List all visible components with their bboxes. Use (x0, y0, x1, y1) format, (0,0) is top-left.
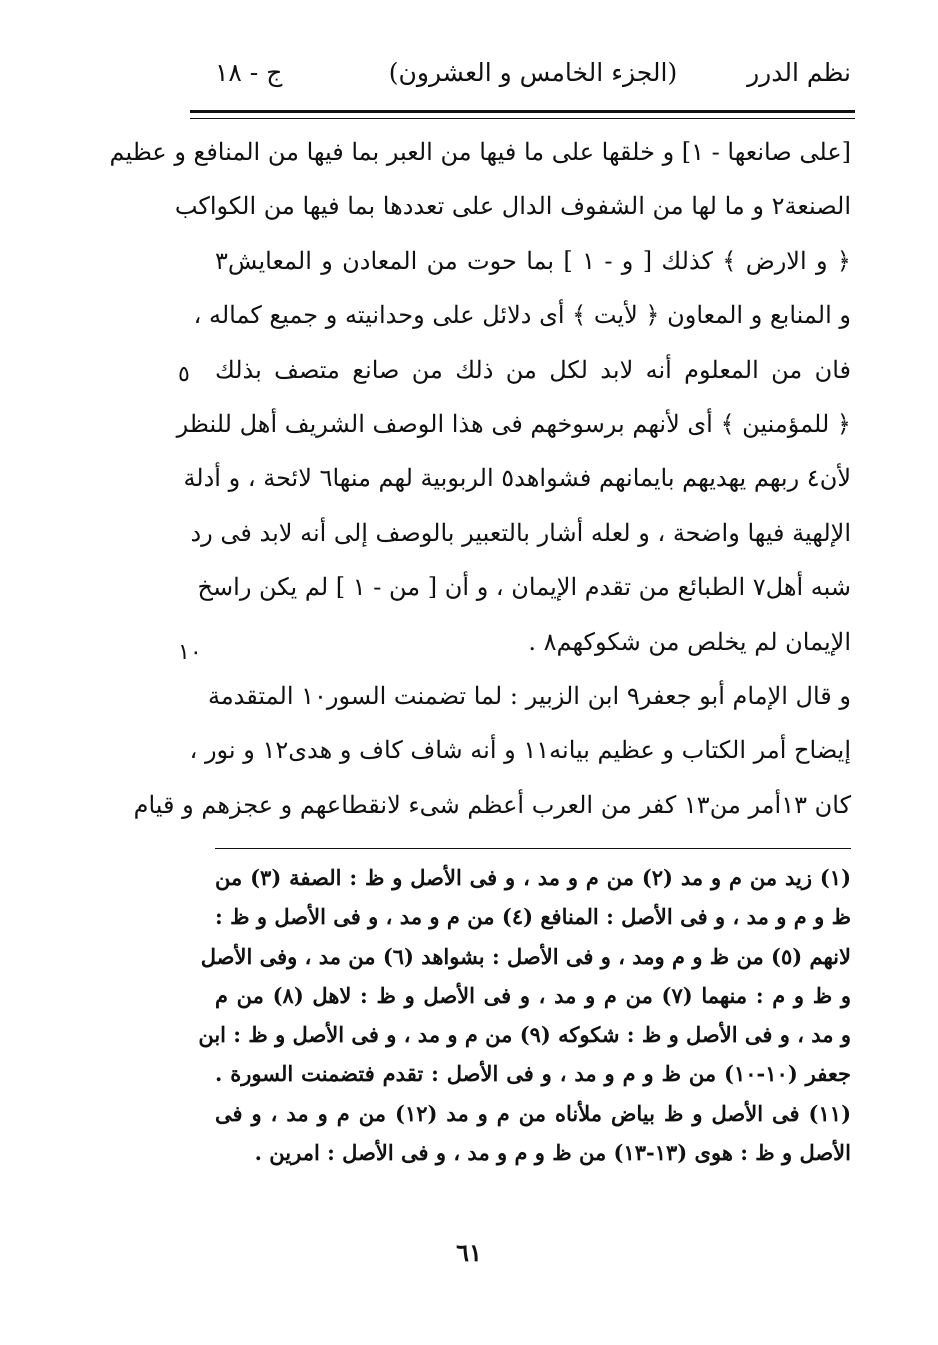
text-line: شبه أهل٧ الطبائع من تقدم الإيمان ، و أن [ من - ١ ] لم يكن راسخ (197, 573, 851, 602)
footnote-rule (215, 848, 851, 849)
text-line: و قال الإمام أبو جعفر٩ ابن الزبير : لما تضمنت السور١٠ المتقدمة (207, 681, 851, 710)
text-line: فان من المعلوم أنه لابد لكل من ذلك من صانع متصف بذلك (215, 355, 851, 384)
footnote-line: ظ و م و مد ، و فى الأصل : المنافع (٤) من م و مد ، و فى الأصل و ظ : (215, 904, 851, 930)
text-line: لأن٤ ربهم يهديهم بايمانهم فشواهد٥ الربوبية لهم منها٦ لائحة ، و أدلة (183, 464, 851, 493)
footnote-line: جعفر (١٠-١٠) من ظ و م و مد ، و فى الأصل : تقدم فتضمنت السورة . (215, 1061, 851, 1087)
header-rule-thick (190, 110, 855, 113)
header-rule-thin (190, 118, 855, 119)
text-line: ﴿ و الارض ﴾ كذلك [ و - ١ ] بما حوت من المعادن و المعايش٣ (215, 246, 851, 275)
text-line: الصنعة٢ و ما لها من الشفوف الدال على تعددها بما فيها من الكواكب (174, 192, 851, 221)
footnotes (198, 858, 851, 1172)
footnote-line: الأصل و ظ : هوى (١٣-١٣) من ظ و م و مد ، و فى الأصل : امرين . (254, 1140, 851, 1166)
text-line: [على صانعها - ١] و خلقها على ما فيها من العبر بما فيها من المنافع و عظيم (109, 138, 851, 166)
running-header (215, 58, 851, 98)
text-line: الإيمان لم يخلص من شكوكهم٨ . (528, 627, 851, 656)
text-line: ﴿ للمؤمنين ﴾ أى لأنهم برسوخهم فى هذا الوصف الشريف أهل للنظر (176, 409, 851, 438)
footnote-line: (١) زيد من م و مد (٢) من م و مد ، و فى الأصل و ظ : الصفة (٣) من (215, 865, 851, 890)
main-text (109, 125, 851, 832)
text-line: إيضاح أمر الكتاب و عظيم بيانه١١ و أنه شاف كاف و هدى١٢ و نور ، (189, 736, 851, 765)
page-number: ٦١ (456, 1238, 482, 1267)
book-title: نظم الدرر (747, 58, 851, 87)
footnote-line: (١١) فى الأصل و ظ بياض ملأناه من م و مد (١٢) من م و مد ، و فى (215, 1100, 851, 1126)
volume-label: ج - ١٨ (215, 58, 283, 87)
line-number-10: ١٠ (178, 640, 202, 665)
footnote-line: لانهم (٥) من ظ و م ومد ، و فى الأصل : بشواهد (٦) من مد ، وفى الأصل (200, 943, 851, 969)
text-line: الإلهية فيها واضحة ، و لعله أشار بالتعبير بالوصف إلى أنه لابد فى رد (190, 518, 851, 547)
text-line: كان ١٣أمر من١٣ كفر من العرب أعظم شىء لانقطاعهم و عجزهم و قيام (133, 790, 851, 819)
footnote-line: و مد ، و فى الأصل و ظ : شكوكه (٩) من م و مد ، و فى الأصل و ظ : ابن (198, 1022, 851, 1048)
part-label: (الجزء الخامس و العشرون) (388, 58, 678, 87)
footnote-line: و ظ و م : منهما (٧) من م و مد ، و فى الأصل و ظ : لاهل (٨) من م (215, 982, 851, 1008)
line-number-5: ٥ (178, 362, 190, 387)
text-line: و المنابع و المعاون ﴿ لأيت ﴾ أى دلائل على وحدانيته و جميع كماله ، (193, 301, 851, 330)
